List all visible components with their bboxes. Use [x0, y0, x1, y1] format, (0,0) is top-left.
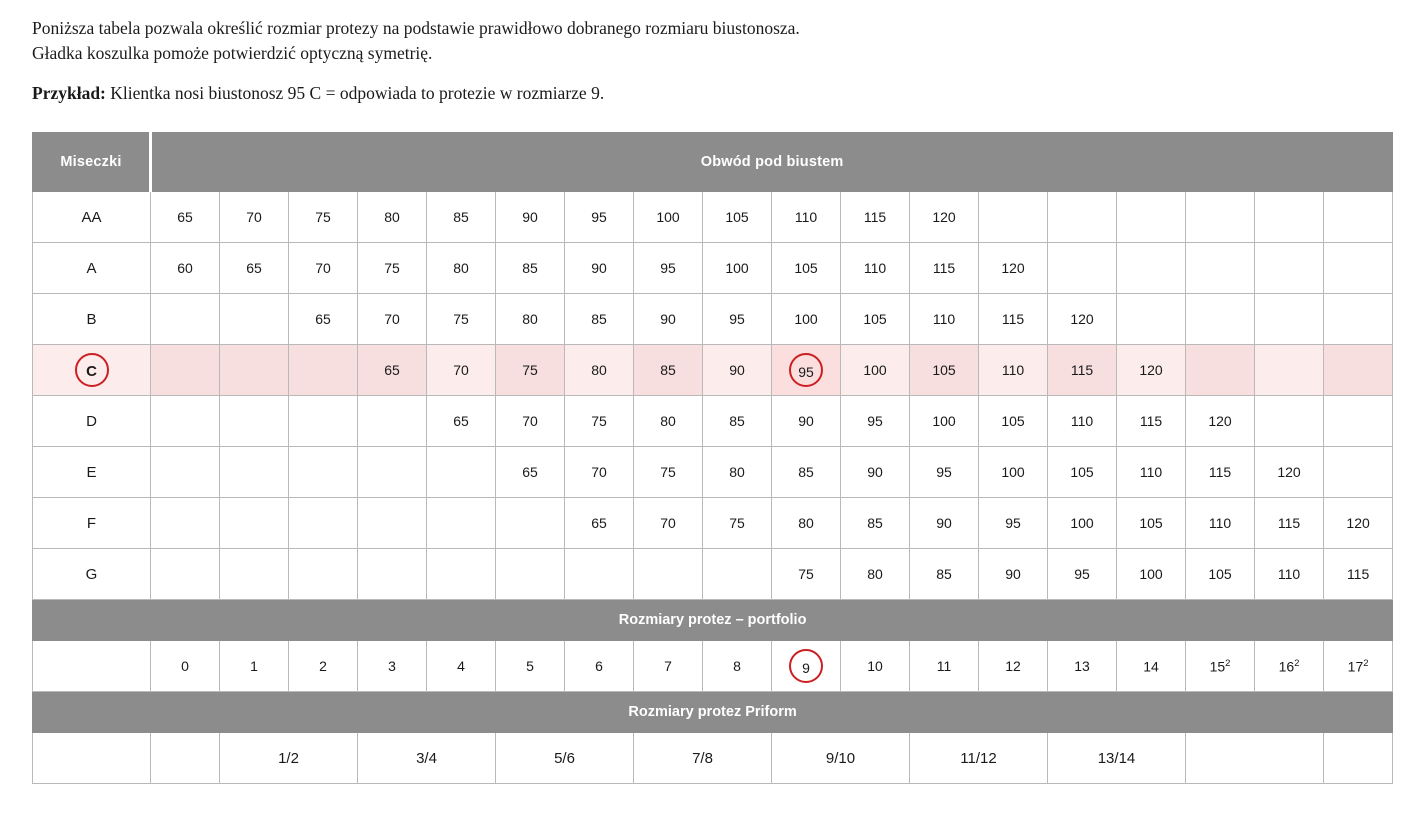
header-cup-sizes: Miseczki: [33, 133, 151, 192]
size-cell: 100: [841, 345, 910, 396]
size-cell: 80: [358, 192, 427, 243]
size-cell: 105: [1186, 549, 1255, 600]
priform-size-cell: 3/4: [358, 733, 496, 784]
size-cell: [496, 498, 565, 549]
size-cell: 90: [910, 498, 979, 549]
size-cell: 75: [427, 294, 496, 345]
size-cell: 115: [841, 192, 910, 243]
size-cell: 120: [979, 243, 1048, 294]
size-cell: 120: [1324, 498, 1393, 549]
cup-label: A: [33, 243, 151, 294]
size-cell: 65: [151, 192, 220, 243]
portfolio-size-cell: 13: [1048, 641, 1117, 692]
footnote-marker: 2: [1225, 657, 1231, 669]
table-row: [33, 243, 1393, 294]
size-cell: 110: [910, 294, 979, 345]
size-cell: [1324, 345, 1393, 396]
size-cell: [220, 294, 289, 345]
size-cell: 75: [496, 345, 565, 396]
size-cell: 115: [1117, 396, 1186, 447]
table-row: [33, 447, 1393, 498]
size-cell: 105: [841, 294, 910, 345]
table-body: [33, 192, 1393, 784]
size-cell: [496, 549, 565, 600]
size-cell: 70: [634, 498, 703, 549]
size-cell: 65: [289, 294, 358, 345]
table-header-row: [33, 133, 1393, 192]
size-cell: [220, 396, 289, 447]
table-row: [33, 549, 1393, 600]
size-cell: [151, 447, 220, 498]
size-cell: 120: [1117, 345, 1186, 396]
size-cell: 100: [979, 447, 1048, 498]
header-portfolio-sizes: Rozmiary protez – portfolio: [33, 600, 1393, 641]
portfolio-size-value: 15: [1209, 658, 1226, 675]
size-cell: 75: [289, 192, 358, 243]
priform-size-cell: [1324, 733, 1393, 784]
size-cell: [358, 498, 427, 549]
size-cell: [1117, 192, 1186, 243]
table-head: [33, 133, 1393, 192]
size-cell: [1255, 345, 1324, 396]
highlight-circle-cup: C: [75, 353, 109, 387]
priform-size-cell: 5/6: [496, 733, 634, 784]
priform-size-cell: [151, 733, 220, 784]
cup-label: G: [33, 549, 151, 600]
size-cell: 105: [910, 345, 979, 396]
size-cell: 95: [841, 396, 910, 447]
priform-size-cell: 13/14: [1048, 733, 1186, 784]
highlight-circle-size: 9: [789, 649, 823, 683]
priform-size-cell: [1186, 733, 1324, 784]
cup-label: B: [33, 294, 151, 345]
size-cell: [220, 498, 289, 549]
size-cell: 115: [1186, 447, 1255, 498]
size-cell: [1255, 294, 1324, 345]
table-row: [33, 192, 1393, 243]
size-cell: [1186, 294, 1255, 345]
size-cell-highlighted: 110: [772, 192, 841, 243]
size-cell: 95: [1048, 549, 1117, 600]
table-row-highlighted: [33, 345, 1393, 396]
size-cell: 95: [979, 498, 1048, 549]
size-cell: [1186, 192, 1255, 243]
size-cell: 65: [220, 243, 289, 294]
size-cell: 115: [1324, 549, 1393, 600]
portfolio-size-cell: [1324, 641, 1393, 692]
size-cell: 60: [151, 243, 220, 294]
size-cell: [358, 549, 427, 600]
size-cell: [220, 447, 289, 498]
size-cell-highlighted: 80: [772, 498, 841, 549]
portfolio-size-cell-highlighted: [772, 641, 841, 692]
portfolio-size-cell: 7: [634, 641, 703, 692]
size-cell: 100: [703, 243, 772, 294]
portfolio-size-cell: 3: [358, 641, 427, 692]
size-cell: 90: [565, 243, 634, 294]
size-cell: 70: [565, 447, 634, 498]
size-cell: 70: [289, 243, 358, 294]
size-cell: 80: [565, 345, 634, 396]
size-cell: 105: [1117, 498, 1186, 549]
size-cell: [634, 549, 703, 600]
size-cell: 65: [427, 396, 496, 447]
size-cell-highlighted: [772, 345, 841, 396]
size-cell: 110: [841, 243, 910, 294]
size-cell: [1186, 243, 1255, 294]
size-cell: 80: [496, 294, 565, 345]
intro-paragraph: [32, 16, 1395, 67]
size-cell: [289, 549, 358, 600]
size-cell-highlighted: 75: [772, 549, 841, 600]
size-cell: 70: [358, 294, 427, 345]
footnote-marker: 2: [1294, 657, 1300, 669]
size-cell: [1324, 294, 1393, 345]
size-cell: [289, 447, 358, 498]
portfolio-size-value: 14: [1143, 658, 1159, 675]
cup-label-highlighted: [33, 345, 151, 396]
portfolio-size-cell: [1117, 641, 1186, 692]
portfolio-size-cell: [1255, 641, 1324, 692]
size-cell: 115: [979, 294, 1048, 345]
size-cell: [1048, 243, 1117, 294]
size-cell: 95: [910, 447, 979, 498]
portfolio-header-row: [33, 600, 1393, 641]
size-cell: [1324, 192, 1393, 243]
priform-size-cell: 9/10: [772, 733, 910, 784]
portfolio-size-cell: 8: [703, 641, 772, 692]
size-cell: 90: [979, 549, 1048, 600]
size-cell: 100: [634, 192, 703, 243]
size-cell: [427, 549, 496, 600]
footnote-marker: 2: [1363, 657, 1369, 669]
example-label: Przykład:: [32, 82, 106, 103]
portfolio-size-cell: 2: [289, 641, 358, 692]
size-cell: [358, 396, 427, 447]
size-cell: 100: [910, 396, 979, 447]
size-cell: 75: [565, 396, 634, 447]
size-cell: 80: [634, 396, 703, 447]
size-cell: 110: [1117, 447, 1186, 498]
example-paragraph: [32, 81, 1395, 106]
size-cell: 110: [979, 345, 1048, 396]
size-cell: 95: [703, 294, 772, 345]
size-cell: 80: [703, 447, 772, 498]
size-cell: 120: [910, 192, 979, 243]
size-cell: [427, 447, 496, 498]
size-cell: 115: [910, 243, 979, 294]
size-cell: 90: [703, 345, 772, 396]
size-cell: [565, 549, 634, 600]
size-cell: [1186, 345, 1255, 396]
size-cell: [1255, 192, 1324, 243]
size-cell: [220, 345, 289, 396]
size-cell-highlighted: 90: [772, 396, 841, 447]
size-cell: 95: [634, 243, 703, 294]
table-row: [33, 396, 1393, 447]
size-cell: [151, 294, 220, 345]
size-cell: 95: [565, 192, 634, 243]
size-cell: 100: [1117, 549, 1186, 600]
size-cell: [289, 498, 358, 549]
size-cell: 70: [220, 192, 289, 243]
size-cell: 115: [1048, 345, 1117, 396]
size-cell: 105: [703, 192, 772, 243]
size-cell: [289, 396, 358, 447]
size-cell: 110: [1255, 549, 1324, 600]
size-cell: [151, 549, 220, 600]
portfolio-size-cell: 6: [565, 641, 634, 692]
portfolio-size-cell: 5: [496, 641, 565, 692]
portfolio-size-cell: 11: [910, 641, 979, 692]
portfolio-size-cell: 0: [151, 641, 220, 692]
size-cell: [151, 498, 220, 549]
highlight-circle-band: 95: [789, 353, 823, 387]
priform-size-cell: 7/8: [634, 733, 772, 784]
size-cell: [1324, 243, 1393, 294]
size-cell: 85: [565, 294, 634, 345]
priform-size-row: [33, 733, 1393, 784]
cup-label: AA: [33, 192, 151, 243]
portfolio-size-cell: [1186, 641, 1255, 692]
header-priform-sizes: Rozmiary protez Priform: [33, 692, 1393, 733]
intro-line-2: Gładka koszulka pomoże potwierdzić optyczną symetrię.: [32, 43, 433, 64]
size-cell: 85: [427, 192, 496, 243]
size-cell: [1324, 447, 1393, 498]
size-cell: 90: [634, 294, 703, 345]
priform-header-row: [33, 692, 1393, 733]
size-cell: 115: [1255, 498, 1324, 549]
size-cell: 90: [496, 192, 565, 243]
intro-line-1: Poniższa tabela pozwala określić rozmiar protezy na podstawie prawidłowo dobranego rozmiaru biustonosza.: [32, 18, 800, 38]
table-row: [33, 498, 1393, 549]
size-cell: 90: [841, 447, 910, 498]
portfolio-size-cell: 10: [841, 641, 910, 692]
priform-row-label: [33, 733, 151, 784]
example-text: Klientka nosi biustonosz 95 C = odpowiada to protezie w rozmiarze 9.: [110, 82, 605, 103]
size-cell-highlighted: 105: [772, 243, 841, 294]
cup-label: F: [33, 498, 151, 549]
size-cell: 120: [1255, 447, 1324, 498]
portfolio-size-row: [33, 641, 1393, 692]
size-cell: 70: [427, 345, 496, 396]
size-cell: [1324, 396, 1393, 447]
size-cell-highlighted: 85: [772, 447, 841, 498]
size-cell: 105: [979, 396, 1048, 447]
size-cell: 75: [703, 498, 772, 549]
priform-size-cell: 11/12: [910, 733, 1048, 784]
portfolio-size-value: 16: [1278, 658, 1295, 675]
table-row: [33, 294, 1393, 345]
portfolio-size-cell: 4: [427, 641, 496, 692]
size-cell: [979, 192, 1048, 243]
size-cell: [1117, 294, 1186, 345]
header-underbust-circumference: Obwód pod biustem: [151, 133, 1393, 192]
size-cell: [703, 549, 772, 600]
size-cell: 110: [1048, 396, 1117, 447]
size-cell: [1117, 243, 1186, 294]
bra-to-prosthesis-size-table: [32, 132, 1393, 784]
size-cell: 65: [358, 345, 427, 396]
size-cell: 85: [703, 396, 772, 447]
portfolio-row-label: [33, 641, 151, 692]
size-cell: 75: [358, 243, 427, 294]
size-cell: 75: [634, 447, 703, 498]
portfolio-size-cell: 1: [220, 641, 289, 692]
size-cell: [1048, 192, 1117, 243]
size-cell: 80: [427, 243, 496, 294]
size-cell: 85: [496, 243, 565, 294]
priform-size-cell: 1/2: [220, 733, 358, 784]
size-cell: [1255, 396, 1324, 447]
size-cell: 100: [1048, 498, 1117, 549]
size-cell: [289, 345, 358, 396]
size-cell: [220, 549, 289, 600]
size-cell: 65: [496, 447, 565, 498]
portfolio-size-value: 17: [1347, 658, 1364, 675]
size-cell: 85: [841, 498, 910, 549]
size-cell-highlighted: 100: [772, 294, 841, 345]
size-cell: 85: [910, 549, 979, 600]
size-cell: 85: [634, 345, 703, 396]
cup-label: E: [33, 447, 151, 498]
size-cell: [151, 345, 220, 396]
size-cell: [151, 396, 220, 447]
cup-label: D: [33, 396, 151, 447]
size-cell: [1255, 243, 1324, 294]
size-cell: 120: [1186, 396, 1255, 447]
portfolio-size-cell: 12: [979, 641, 1048, 692]
size-cell: [427, 498, 496, 549]
size-cell: 70: [496, 396, 565, 447]
size-cell: 120: [1048, 294, 1117, 345]
size-cell: 105: [1048, 447, 1117, 498]
size-cell: [358, 447, 427, 498]
size-cell: 110: [1186, 498, 1255, 549]
size-cell: 80: [841, 549, 910, 600]
size-cell: 65: [565, 498, 634, 549]
